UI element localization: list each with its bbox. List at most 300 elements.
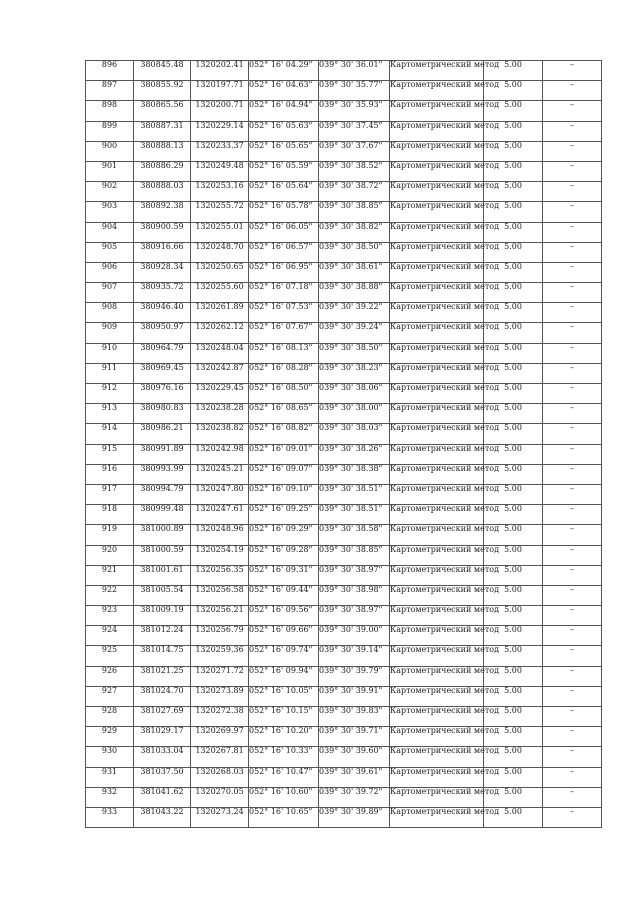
- table-row: [86, 585, 602, 605]
- x-coordinate-cell: 381005.54: [134, 585, 191, 605]
- longitude-cell: 039° 30' 39.72": [319, 787, 390, 807]
- longitude-cell: 039° 30' 39.22": [319, 303, 390, 323]
- y-coordinate-cell: 1320255.01: [191, 222, 249, 242]
- table-row: [86, 626, 602, 646]
- point-number-cell: 918: [86, 505, 134, 525]
- accuracy-cell: 5.00: [484, 505, 543, 525]
- longitude-cell: 039° 30' 38.50": [319, 343, 390, 363]
- longitude-cell: 039° 30' 39.89": [319, 807, 390, 827]
- x-coordinate-cell: 380999.48: [134, 505, 191, 525]
- point-number-cell: 923: [86, 606, 134, 626]
- method-cell: Картометрический метод: [390, 161, 484, 181]
- longitude-cell: 039° 30' 38.97": [319, 606, 390, 626]
- method-cell: Картометрический метод: [390, 807, 484, 827]
- longitude-cell: 039° 30' 38.38": [319, 464, 390, 484]
- accuracy-cell: 5.00: [484, 727, 543, 747]
- x-coordinate-cell: 380892.38: [134, 202, 191, 222]
- accuracy-cell: 5.00: [484, 545, 543, 565]
- point-number-cell: 906: [86, 262, 134, 282]
- point-number-cell: 928: [86, 707, 134, 727]
- x-coordinate-cell: 381021.25: [134, 666, 191, 686]
- note-cell: –: [543, 222, 602, 242]
- longitude-cell: 039° 30' 38.61": [319, 262, 390, 282]
- table-row: [86, 686, 602, 706]
- latitude-cell: 052° 16' 10.60": [249, 787, 319, 807]
- point-number-cell: 929: [86, 727, 134, 747]
- table-row: [86, 787, 602, 807]
- accuracy-cell: 5.00: [484, 363, 543, 383]
- note-cell: –: [543, 646, 602, 666]
- x-coordinate-cell: 381027.69: [134, 707, 191, 727]
- accuracy-cell: 5.00: [484, 484, 543, 504]
- table-row: [86, 505, 602, 525]
- accuracy-cell: 5.00: [484, 666, 543, 686]
- accuracy-cell: 5.00: [484, 707, 543, 727]
- table-row: [86, 424, 602, 444]
- longitude-cell: 039° 30' 39.83": [319, 707, 390, 727]
- point-number-cell: 905: [86, 242, 134, 262]
- method-cell: Картометрический метод: [390, 787, 484, 807]
- y-coordinate-cell: 1320238.28: [191, 404, 249, 424]
- note-cell: –: [543, 161, 602, 181]
- accuracy-cell: 5.00: [484, 262, 543, 282]
- latitude-cell: 052° 16' 10.05": [249, 686, 319, 706]
- x-coordinate-cell: 381000.59: [134, 545, 191, 565]
- y-coordinate-cell: 1320262.12: [191, 323, 249, 343]
- method-cell: Картометрический метод: [390, 686, 484, 706]
- note-cell: –: [543, 565, 602, 585]
- latitude-cell: 052° 16' 06.95": [249, 262, 319, 282]
- latitude-cell: 052° 16' 04.94": [249, 101, 319, 121]
- longitude-cell: 039° 30' 39.91": [319, 686, 390, 706]
- longitude-cell: 039° 30' 37.67": [319, 141, 390, 161]
- table-row: [86, 323, 602, 343]
- longitude-cell: 039° 30' 39.00": [319, 626, 390, 646]
- point-number-cell: 910: [86, 343, 134, 363]
- latitude-cell: 052° 16' 10.33": [249, 747, 319, 767]
- y-coordinate-cell: 1320269.97: [191, 727, 249, 747]
- point-number-cell: 899: [86, 121, 134, 141]
- longitude-cell: 039° 30' 38.58": [319, 525, 390, 545]
- x-coordinate-cell: 380993.99: [134, 464, 191, 484]
- longitude-cell: 039° 30' 39.61": [319, 767, 390, 787]
- note-cell: –: [543, 424, 602, 444]
- accuracy-cell: 5.00: [484, 686, 543, 706]
- note-cell: –: [543, 787, 602, 807]
- point-number-cell: 921: [86, 565, 134, 585]
- table-row: [86, 545, 602, 565]
- table-row: [86, 61, 602, 81]
- x-coordinate-cell: 381041.62: [134, 787, 191, 807]
- longitude-cell: 039° 30' 38.72": [319, 182, 390, 202]
- y-coordinate-cell: 1320256.58: [191, 585, 249, 605]
- x-coordinate-cell: 381033.04: [134, 747, 191, 767]
- y-coordinate-cell: 1320233.37: [191, 141, 249, 161]
- y-coordinate-cell: 1320254.19: [191, 545, 249, 565]
- table-row: [86, 727, 602, 747]
- method-cell: Картометрический метод: [390, 343, 484, 363]
- longitude-cell: 039° 30' 39.24": [319, 323, 390, 343]
- note-cell: –: [543, 606, 602, 626]
- method-cell: Картометрический метод: [390, 707, 484, 727]
- longitude-cell: 039° 30' 38.85": [319, 545, 390, 565]
- method-cell: Картометрический метод: [390, 444, 484, 464]
- latitude-cell: 052° 16' 07.67": [249, 323, 319, 343]
- point-number-cell: 919: [86, 525, 134, 545]
- latitude-cell: 052° 16' 09.56": [249, 606, 319, 626]
- table-row: [86, 525, 602, 545]
- table-row: [86, 666, 602, 686]
- point-number-cell: 925: [86, 646, 134, 666]
- x-coordinate-cell: 380865.56: [134, 101, 191, 121]
- point-number-cell: 900: [86, 141, 134, 161]
- x-coordinate-cell: 381009.19: [134, 606, 191, 626]
- table-row: [86, 283, 602, 303]
- y-coordinate-cell: 1320256.21: [191, 606, 249, 626]
- point-number-cell: 922: [86, 585, 134, 605]
- method-cell: Картометрический метод: [390, 182, 484, 202]
- point-number-cell: 909: [86, 323, 134, 343]
- method-cell: Картометрический метод: [390, 222, 484, 242]
- y-coordinate-cell: 1320202.41: [191, 61, 249, 81]
- table-row: [86, 262, 602, 282]
- y-coordinate-cell: 1320242.87: [191, 363, 249, 383]
- table-row: [86, 343, 602, 363]
- accuracy-cell: 5.00: [484, 303, 543, 323]
- longitude-cell: 039° 30' 38.85": [319, 202, 390, 222]
- point-number-cell: 926: [86, 666, 134, 686]
- point-number-cell: 915: [86, 444, 134, 464]
- longitude-cell: 039° 30' 38.50": [319, 242, 390, 262]
- accuracy-cell: 5.00: [484, 182, 543, 202]
- note-cell: –: [543, 323, 602, 343]
- y-coordinate-cell: 1320245.21: [191, 464, 249, 484]
- latitude-cell: 052° 16' 09.25": [249, 505, 319, 525]
- note-cell: –: [543, 464, 602, 484]
- table-body: [86, 61, 602, 828]
- latitude-cell: 052° 16' 08.50": [249, 384, 319, 404]
- method-cell: Картометрический метод: [390, 646, 484, 666]
- latitude-cell: 052° 16' 09.10": [249, 484, 319, 504]
- y-coordinate-cell: 1320255.60: [191, 283, 249, 303]
- accuracy-cell: 5.00: [484, 585, 543, 605]
- method-cell: Картометрический метод: [390, 61, 484, 81]
- x-coordinate-cell: 380845.48: [134, 61, 191, 81]
- longitude-cell: 039° 30' 38.82": [319, 222, 390, 242]
- table-row: [86, 646, 602, 666]
- method-cell: Картометрический метод: [390, 283, 484, 303]
- x-coordinate-cell: 381043.22: [134, 807, 191, 827]
- note-cell: –: [543, 61, 602, 81]
- method-cell: Картометрический метод: [390, 424, 484, 444]
- point-number-cell: 898: [86, 101, 134, 121]
- y-coordinate-cell: 1320256.35: [191, 565, 249, 585]
- method-cell: Картометрический метод: [390, 121, 484, 141]
- table-row: [86, 767, 602, 787]
- latitude-cell: 052° 16' 10.15": [249, 707, 319, 727]
- table-row: [86, 161, 602, 181]
- table-row: [86, 121, 602, 141]
- accuracy-cell: 5.00: [484, 626, 543, 646]
- longitude-cell: 039° 30' 38.06": [319, 384, 390, 404]
- y-coordinate-cell: 1320272.38: [191, 707, 249, 727]
- latitude-cell: 052° 16' 09.74": [249, 646, 319, 666]
- accuracy-cell: 5.00: [484, 121, 543, 141]
- table-row: [86, 101, 602, 121]
- table-row: [86, 444, 602, 464]
- method-cell: Картометрический метод: [390, 303, 484, 323]
- latitude-cell: 052° 16' 09.29": [249, 525, 319, 545]
- method-cell: Картометрический метод: [390, 242, 484, 262]
- note-cell: –: [543, 81, 602, 101]
- accuracy-cell: 5.00: [484, 222, 543, 242]
- accuracy-cell: 5.00: [484, 141, 543, 161]
- note-cell: –: [543, 141, 602, 161]
- note-cell: –: [543, 262, 602, 282]
- point-number-cell: 932: [86, 787, 134, 807]
- y-coordinate-cell: 1320270.05: [191, 787, 249, 807]
- table-row: [86, 384, 602, 404]
- x-coordinate-cell: 380964.79: [134, 343, 191, 363]
- note-cell: –: [543, 444, 602, 464]
- y-coordinate-cell: 1320229.14: [191, 121, 249, 141]
- method-cell: Картометрический метод: [390, 626, 484, 646]
- longitude-cell: 039° 30' 38.52": [319, 161, 390, 181]
- accuracy-cell: 5.00: [484, 202, 543, 222]
- latitude-cell: 052° 16' 05.64": [249, 182, 319, 202]
- table-row: [86, 242, 602, 262]
- y-coordinate-cell: 1320255.72: [191, 202, 249, 222]
- latitude-cell: 052° 16' 08.13": [249, 343, 319, 363]
- point-number-cell: 897: [86, 81, 134, 101]
- latitude-cell: 052° 16' 09.28": [249, 545, 319, 565]
- x-coordinate-cell: 380855.92: [134, 81, 191, 101]
- x-coordinate-cell: 381029.17: [134, 727, 191, 747]
- point-number-cell: 904: [86, 222, 134, 242]
- method-cell: Картометрический метод: [390, 767, 484, 787]
- x-coordinate-cell: 380950.97: [134, 323, 191, 343]
- point-number-cell: 914: [86, 424, 134, 444]
- latitude-cell: 052° 16' 05.65": [249, 141, 319, 161]
- x-coordinate-cell: 380888.03: [134, 182, 191, 202]
- x-coordinate-cell: 380991.89: [134, 444, 191, 464]
- note-cell: –: [543, 242, 602, 262]
- x-coordinate-cell: 381001.61: [134, 565, 191, 585]
- point-number-cell: 917: [86, 484, 134, 504]
- y-coordinate-cell: 1320248.70: [191, 242, 249, 262]
- longitude-cell: 039° 30' 36.01": [319, 61, 390, 81]
- y-coordinate-cell: 1320273.24: [191, 807, 249, 827]
- x-coordinate-cell: 380986.21: [134, 424, 191, 444]
- longitude-cell: 039° 30' 38.98": [319, 585, 390, 605]
- longitude-cell: 039° 30' 38.51": [319, 505, 390, 525]
- x-coordinate-cell: 381024.70: [134, 686, 191, 706]
- note-cell: –: [543, 767, 602, 787]
- method-cell: Картометрический метод: [390, 606, 484, 626]
- accuracy-cell: 5.00: [484, 161, 543, 181]
- x-coordinate-cell: 380928.34: [134, 262, 191, 282]
- accuracy-cell: 5.00: [484, 565, 543, 585]
- latitude-cell: 052° 16' 04.63": [249, 81, 319, 101]
- x-coordinate-cell: 380994.79: [134, 484, 191, 504]
- accuracy-cell: 5.00: [484, 404, 543, 424]
- accuracy-cell: 5.00: [484, 525, 543, 545]
- point-number-cell: 916: [86, 464, 134, 484]
- x-coordinate-cell: 380946.40: [134, 303, 191, 323]
- x-coordinate-cell: 380900.59: [134, 222, 191, 242]
- note-cell: –: [543, 686, 602, 706]
- y-coordinate-cell: 1320267.81: [191, 747, 249, 767]
- latitude-cell: 052° 16' 09.01": [249, 444, 319, 464]
- y-coordinate-cell: 1320261.89: [191, 303, 249, 323]
- method-cell: Картометрический метод: [390, 565, 484, 585]
- note-cell: –: [543, 585, 602, 605]
- method-cell: Картометрический метод: [390, 484, 484, 504]
- accuracy-cell: 5.00: [484, 444, 543, 464]
- table-row: [86, 464, 602, 484]
- note-cell: –: [543, 343, 602, 363]
- x-coordinate-cell: 381037.50: [134, 767, 191, 787]
- accuracy-cell: 5.00: [484, 384, 543, 404]
- note-cell: –: [543, 283, 602, 303]
- latitude-cell: 052° 16' 05.59": [249, 161, 319, 181]
- method-cell: Картометрический метод: [390, 384, 484, 404]
- note-cell: –: [543, 363, 602, 383]
- longitude-cell: 039° 30' 39.14": [319, 646, 390, 666]
- table-row: [86, 565, 602, 585]
- note-cell: –: [543, 303, 602, 323]
- longitude-cell: 039° 30' 39.60": [319, 747, 390, 767]
- x-coordinate-cell: 380888.13: [134, 141, 191, 161]
- longitude-cell: 039° 30' 38.88": [319, 283, 390, 303]
- method-cell: Картометрический метод: [390, 141, 484, 161]
- x-coordinate-cell: 380976.16: [134, 384, 191, 404]
- y-coordinate-cell: 1320250.65: [191, 262, 249, 282]
- method-cell: Картометрический метод: [390, 404, 484, 424]
- longitude-cell: 039° 30' 38.51": [319, 484, 390, 504]
- x-coordinate-cell: 380935.72: [134, 283, 191, 303]
- point-number-cell: 903: [86, 202, 134, 222]
- point-number-cell: 931: [86, 767, 134, 787]
- latitude-cell: 052° 16' 09.66": [249, 626, 319, 646]
- latitude-cell: 052° 16' 09.31": [249, 565, 319, 585]
- table-row: [86, 404, 602, 424]
- table-row: [86, 303, 602, 323]
- latitude-cell: 052° 16' 06.57": [249, 242, 319, 262]
- coordinates-table: [85, 60, 602, 828]
- table-row: [86, 141, 602, 161]
- latitude-cell: 052° 16' 07.53": [249, 303, 319, 323]
- method-cell: Картометрический метод: [390, 81, 484, 101]
- table-row: [86, 363, 602, 383]
- note-cell: –: [543, 121, 602, 141]
- y-coordinate-cell: 1320253.16: [191, 182, 249, 202]
- accuracy-cell: 5.00: [484, 767, 543, 787]
- longitude-cell: 039° 30' 38.00": [319, 404, 390, 424]
- note-cell: –: [543, 384, 602, 404]
- table-row: [86, 222, 602, 242]
- point-number-cell: 911: [86, 363, 134, 383]
- x-coordinate-cell: 380887.31: [134, 121, 191, 141]
- point-number-cell: 927: [86, 686, 134, 706]
- method-cell: Картометрический метод: [390, 585, 484, 605]
- point-number-cell: 920: [86, 545, 134, 565]
- accuracy-cell: 5.00: [484, 464, 543, 484]
- latitude-cell: 052° 16' 10.65": [249, 807, 319, 827]
- longitude-cell: 039° 30' 35.93": [319, 101, 390, 121]
- note-cell: –: [543, 666, 602, 686]
- note-cell: –: [543, 626, 602, 646]
- note-cell: –: [543, 525, 602, 545]
- point-number-cell: 913: [86, 404, 134, 424]
- longitude-cell: 039° 30' 37.45": [319, 121, 390, 141]
- latitude-cell: 052° 16' 05.63": [249, 121, 319, 141]
- longitude-cell: 039° 30' 35.77": [319, 81, 390, 101]
- table-row: [86, 606, 602, 626]
- point-number-cell: 908: [86, 303, 134, 323]
- accuracy-cell: 5.00: [484, 787, 543, 807]
- x-coordinate-cell: 381014.75: [134, 646, 191, 666]
- x-coordinate-cell: 380886.29: [134, 161, 191, 181]
- method-cell: Картометрический метод: [390, 363, 484, 383]
- method-cell: Картометрический метод: [390, 464, 484, 484]
- y-coordinate-cell: 1320247.61: [191, 505, 249, 525]
- method-cell: Картометрический метод: [390, 525, 484, 545]
- y-coordinate-cell: 1320248.04: [191, 343, 249, 363]
- longitude-cell: 039° 30' 38.23": [319, 363, 390, 383]
- latitude-cell: 052° 16' 06.05": [249, 222, 319, 242]
- longitude-cell: 039° 30' 39.71": [319, 727, 390, 747]
- method-cell: Картометрический метод: [390, 747, 484, 767]
- table-row: [86, 202, 602, 222]
- method-cell: Картометрический метод: [390, 505, 484, 525]
- table-row: [86, 182, 602, 202]
- x-coordinate-cell: 381000.89: [134, 525, 191, 545]
- accuracy-cell: 5.00: [484, 646, 543, 666]
- longitude-cell: 039° 30' 38.97": [319, 565, 390, 585]
- note-cell: –: [543, 404, 602, 424]
- accuracy-cell: 5.00: [484, 747, 543, 767]
- note-cell: –: [543, 727, 602, 747]
- latitude-cell: 052° 16' 04.29": [249, 61, 319, 81]
- x-coordinate-cell: 380980.83: [134, 404, 191, 424]
- accuracy-cell: 5.00: [484, 101, 543, 121]
- y-coordinate-cell: 1320248.96: [191, 525, 249, 545]
- longitude-cell: 039° 30' 38.03": [319, 424, 390, 444]
- point-number-cell: 902: [86, 182, 134, 202]
- y-coordinate-cell: 1320238.82: [191, 424, 249, 444]
- table-row: [86, 747, 602, 767]
- point-number-cell: 924: [86, 626, 134, 646]
- latitude-cell: 052° 16' 09.44": [249, 585, 319, 605]
- y-coordinate-cell: 1320197.71: [191, 81, 249, 101]
- x-coordinate-cell: 380969.45: [134, 363, 191, 383]
- longitude-cell: 039° 30' 39.79": [319, 666, 390, 686]
- y-coordinate-cell: 1320229.45: [191, 384, 249, 404]
- note-cell: –: [543, 545, 602, 565]
- point-number-cell: 930: [86, 747, 134, 767]
- x-coordinate-cell: 380916.66: [134, 242, 191, 262]
- point-number-cell: 901: [86, 161, 134, 181]
- latitude-cell: 052° 16' 09.07": [249, 464, 319, 484]
- method-cell: Картометрический метод: [390, 323, 484, 343]
- table-row: [86, 81, 602, 101]
- accuracy-cell: 5.00: [484, 323, 543, 343]
- method-cell: Картометрический метод: [390, 202, 484, 222]
- note-cell: –: [543, 807, 602, 827]
- note-cell: –: [543, 202, 602, 222]
- accuracy-cell: 5.00: [484, 61, 543, 81]
